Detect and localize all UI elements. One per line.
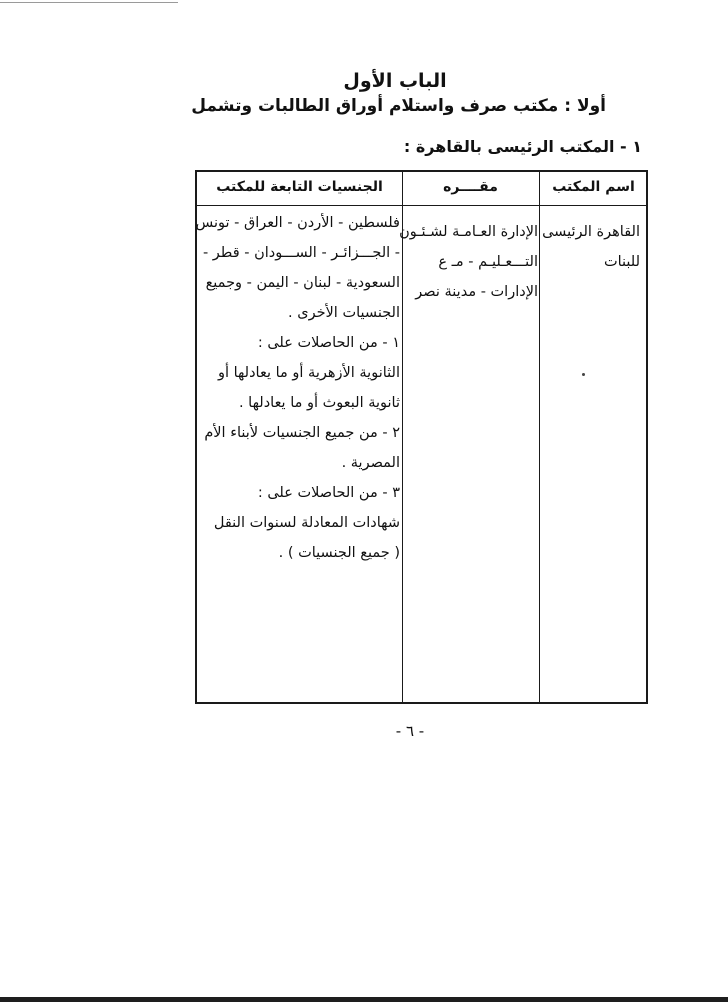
cell-line: شهادات المعادلة لسنوات النقل: [213, 515, 400, 531]
cell-line: ٣ - من الحاصلات على :: [257, 485, 400, 501]
cell-line: الإدارات - مدينة نصر: [415, 284, 538, 300]
header-nationalities: الجنسيات التابعة للمكتب: [216, 179, 383, 195]
cell-line: القاهرة الرئيسى: [542, 224, 640, 240]
column-divider: [539, 172, 540, 702]
cell-line: الجنسيات الأخرى .: [288, 305, 400, 321]
scan-edge-line: [0, 2, 178, 3]
offices-table: [195, 170, 648, 704]
cell-line: السعودية - لبنان - اليمن - وجميع: [205, 275, 400, 291]
cell-line: المصرية .: [341, 455, 400, 471]
header-office-name: اسم المكتب: [552, 179, 635, 195]
cell-line: للبنات: [603, 254, 640, 270]
cell-line: ٢ - من جميع الجنسيات لأبناء الأم: [204, 425, 400, 441]
cell-line: الإدارة العـامـة لشـئـون: [399, 224, 538, 240]
cell-headquarters: [399, 217, 538, 307]
page-number: - ٦ -: [395, 722, 425, 740]
column-divider: [402, 172, 403, 702]
cell-line: التـــعـليـم - مـ ع: [438, 254, 538, 270]
header-divider: [197, 205, 646, 206]
cell-line: - الجـــزائـر - الســـودان - قطر -: [202, 245, 400, 261]
cell-line: فلسطين - الأردن - العراق - تونس: [195, 215, 400, 231]
scan-bottom-edge: [0, 997, 728, 1002]
chapter-title: الباب الأول: [343, 70, 447, 92]
cell-line: ١ - من الحاصلات على :: [257, 335, 400, 351]
cell-line: ثانوية البعوث أو ما يعادلها .: [238, 395, 400, 411]
header-headquarters: مقــــره: [443, 179, 498, 195]
section-title: أولا : مكتب صرف واستلام أوراق الطالبات وتشمل: [191, 96, 606, 116]
cell-line: الثانوية الأزهرية أو ما يعادلها أو: [217, 365, 400, 381]
cell-nationalities: [195, 208, 400, 568]
scan-speck: [582, 373, 585, 376]
cell-office-name: [542, 217, 640, 277]
subsection-title: ١ - المكتب الرئيسى بالقاهرة :: [403, 137, 642, 156]
cell-line: ( جميع الجنسيات ) .: [278, 545, 400, 561]
